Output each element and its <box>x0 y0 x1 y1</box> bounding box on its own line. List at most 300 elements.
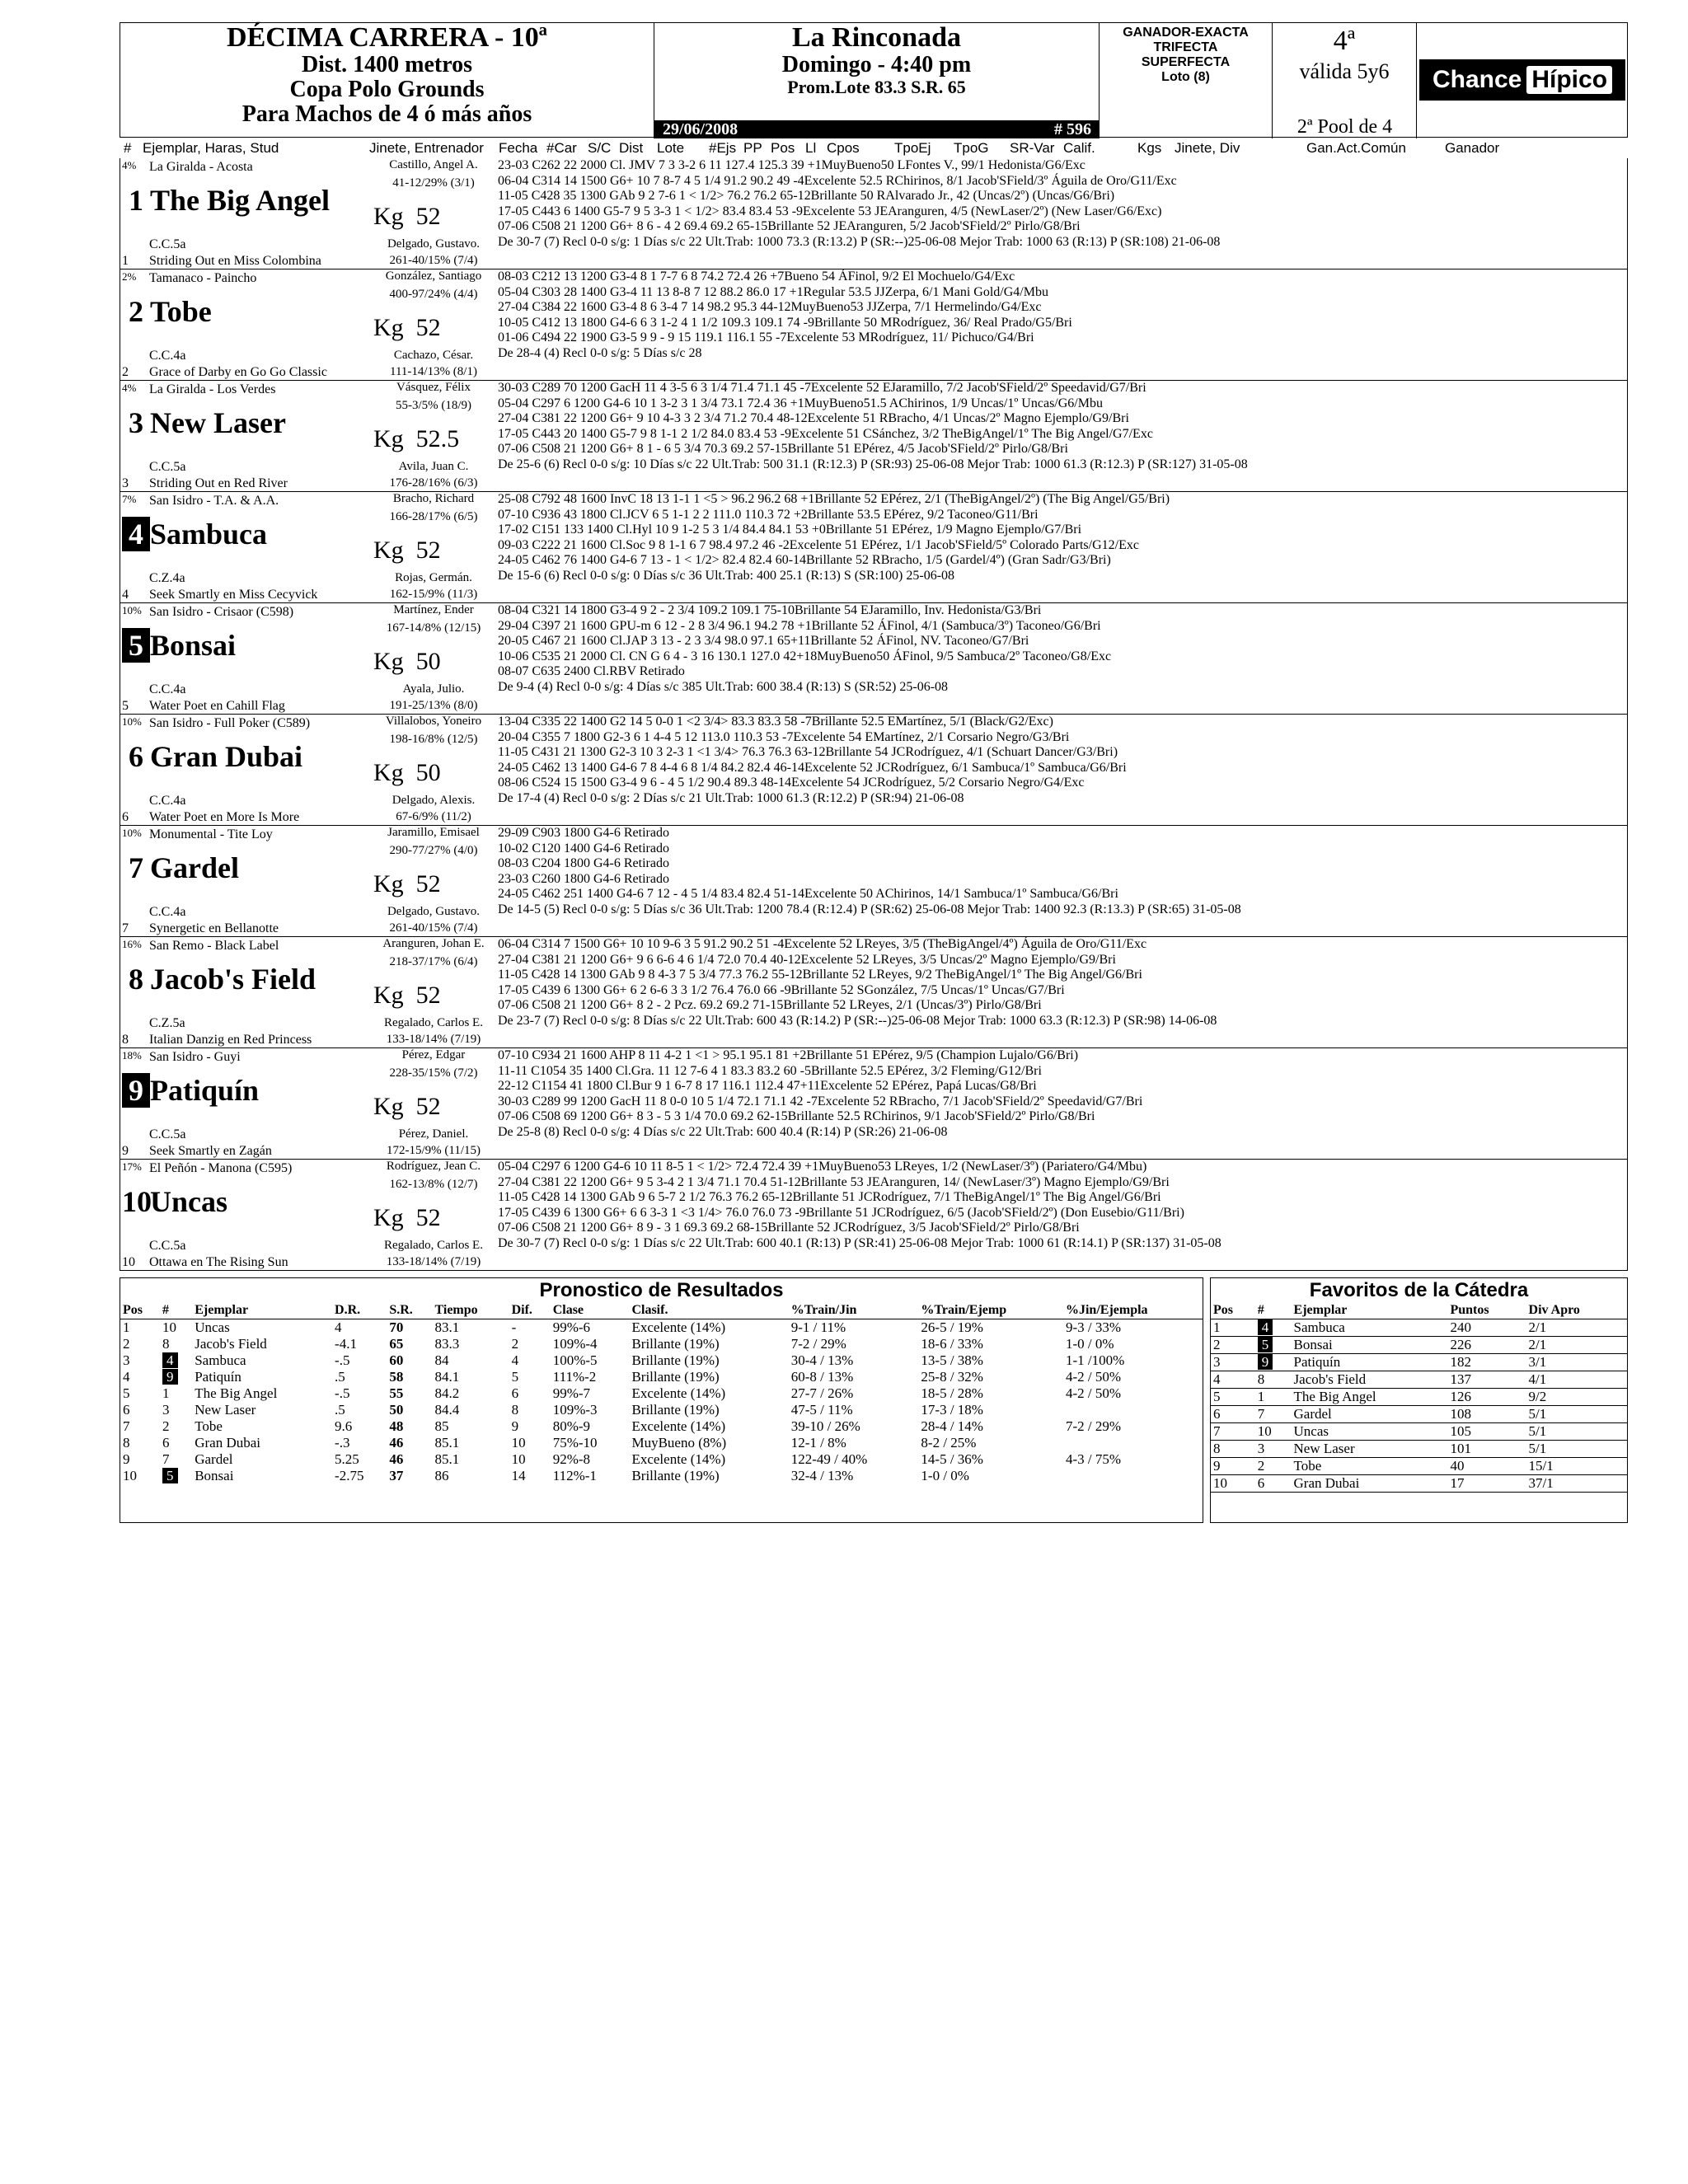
horse-name-row <box>122 851 239 885</box>
jockey-name: Aranguren, Johan E. <box>382 937 485 950</box>
favorites-cell <box>1255 1353 1292 1371</box>
forecast-cell: 4 <box>335 1319 342 1335</box>
horse-entry <box>120 269 1628 381</box>
validity <box>1273 23 1417 138</box>
forecast-cell: Excelente (14%) <box>631 1418 726 1434</box>
forecast-cell: 6 <box>123 1401 130 1418</box>
past-race-row: 10-02 C120 1400 G4-6 Retirado <box>498 841 669 855</box>
past-race-row: 05-04 C297 6 1200 G4-6 10 1 3-2 3 1 3/4 73.1 72.4 36 +1MuyBueno51.5 AChirinos, 1/9 Uncas/1º Uncas/G6/Mbu <box>498 396 1103 410</box>
horse-name: Sambuca <box>150 518 268 551</box>
forecast-cell: 3 <box>162 1401 170 1418</box>
valid-number: 4ª <box>1333 26 1356 56</box>
forecast-cell: 60-8 / 13% <box>790 1368 854 1385</box>
jockey-stats: 41-12/29% (3/1) <box>392 176 475 190</box>
program-number: 9 <box>122 1073 150 1108</box>
favorites-cell: Sambuca <box>1293 1319 1345 1335</box>
forecast-section <box>120 1277 1203 1523</box>
favorites-row <box>1211 1319 1627 1336</box>
weight: Kg 52 <box>373 203 441 230</box>
forecast-title: Pronostico de Resultados <box>539 1279 784 1301</box>
column-header: S/C <box>588 140 612 156</box>
stud-name: Monumental - Tite Loy <box>149 827 273 841</box>
forecast-cell: 122-49 / 40% <box>790 1451 868 1467</box>
valid-text: válida 5y6 <box>1299 59 1390 83</box>
column-header: # <box>124 140 132 156</box>
jockey-stats: 167-14/8% (12/15) <box>386 621 481 635</box>
forecast-cell: 84.1 <box>434 1368 460 1385</box>
past-race-row: 17-05 C439 6 1300 G6+ 6 6 3-3 1 <3 1/4> 76.0 76.0 73 -9Brillante 51 JCRodríguez, 6/5 (Jacob'SField/2º) (Don Eusebio/G11/Bri) <box>498 1205 1184 1220</box>
forecast-cell: 7 <box>123 1418 130 1434</box>
weight-value: 52 <box>415 537 441 564</box>
forecast-cell: 1-0 / 0% <box>1065 1335 1114 1352</box>
past-race-row: 08-06 C524 15 1500 G3-4 9 6 - 4 5 1/2 90.4 89.3 48-14Excelente 54 JCRodríguez, 5/2 Corsario Negro/G4/Exc <box>498 776 1085 790</box>
stud-name: Tamanaco - Paincho <box>149 271 257 285</box>
favorites-cell: 5/1 <box>1528 1422 1547 1439</box>
favorites-cell: 37/1 <box>1528 1474 1554 1491</box>
forecast-cell: 46 <box>389 1434 404 1451</box>
column-header: Ganador <box>1445 140 1500 156</box>
post-position: 1 <box>122 254 129 268</box>
past-race-row: 24-05 C462 13 1400 G4-6 7 8 4-4 6 8 1/4 84.2 82.4 46-14Excelente 52 JCRodríguez, 6/1 Sambuca/1º Sambuca/G6/Bri <box>498 760 1127 775</box>
favorites-cell <box>1255 1336 1292 1353</box>
forecast-column-header: %Jin/Ejempla <box>1063 1303 1203 1319</box>
column-header: SR-Var <box>1010 140 1055 156</box>
pedigree: Water Poet en Cahill Flag <box>149 699 285 713</box>
favorites-cell: Gran Dubai <box>1293 1474 1360 1491</box>
favorites-cell: 4 <box>1213 1371 1221 1387</box>
weight: Kg 52 <box>373 982 441 1009</box>
weight: Kg 52 <box>373 314 441 341</box>
forecast-cell: Tobe <box>195 1418 223 1434</box>
weight: Kg 50 <box>373 759 441 786</box>
forecast-cell: 7-2 / 29% <box>1065 1418 1122 1434</box>
forecast-cell: MuyBueno (8%) <box>631 1434 727 1451</box>
win-percent: 10% <box>122 604 142 616</box>
forecast-cell: 50 <box>389 1401 404 1418</box>
past-race-row: 05-04 C297 6 1200 G4-6 10 11 8-5 1 < 1/2> 72.4 72.4 39 +1MuyBueno53 LReyes, 1/2 (NewLaser/3º) (Pariatero/G4/Mbu) <box>498 1160 1147 1174</box>
forecast-cell: 30-4 / 13% <box>790 1352 854 1368</box>
favorites-cell: 2 <box>1213 1336 1221 1352</box>
win-percent: 2% <box>122 270 137 283</box>
trainer-stats: 67-6/9% (11/2) <box>396 810 471 823</box>
forecast-cell: 4 <box>123 1368 130 1385</box>
forecast-cell: 111%-2 <box>552 1368 597 1385</box>
weight-value: 52 <box>415 870 441 898</box>
forecast-cell: 10 <box>511 1451 526 1467</box>
horse-name: Bonsai <box>150 629 237 662</box>
column-header: Dist <box>619 140 644 156</box>
forecast-column-header: Clase <box>551 1303 630 1319</box>
horse-name: Jacob's Field <box>150 963 316 996</box>
track-name: La Rinconada <box>792 22 961 53</box>
past-race-row: 05-04 C303 28 1400 G3-4 11 13 8-8 7 12 88.2 86.0 17 +1Regular 53.5 JJZerpa, 6/1 Mani Gold/G4/Mbu <box>498 284 1048 299</box>
favorites-cell: New Laser <box>1293 1440 1355 1456</box>
past-race-row: 23-03 C260 1800 G4-6 Retirado <box>498 871 669 886</box>
trainer-name: Delgado, Gustavo. <box>387 237 481 251</box>
horse-name: The Big Angel <box>150 184 331 217</box>
past-race-row: 06-04 C314 7 1500 G6+ 10 10 9-6 3 5 91.2 90.2 51 -4Excelente 52 LReyes, 3/5 (TheBigAngel/4º) Águila de Oro/G11/Exc <box>498 937 1147 951</box>
favorites-cell: The Big Angel <box>1293 1388 1376 1404</box>
forecast-cell: 7-2 / 29% <box>790 1335 846 1352</box>
past-race-row: De 25-6 (6) Recl 0-0 s/g: 10 Días s/c 22 Ult.Trab: 500 31.1 (R:12.3) P (SR:93) 25-06-08 Mejor Trab: 1000 61.3 (R:12.3) P (SR:127) 31-05-08 <box>498 457 1248 471</box>
past-race-row: 07-06 C508 21 1200 G6+ 8 9 - 3 1 69.3 69.2 68-15Brillante 52 JCRodríguez, 3/5 Jacob'SField/2º Pirlo/G8/Bri <box>498 1221 1080 1235</box>
forecast-cell: 25-8 / 32% <box>921 1368 983 1385</box>
horse-breed: C.C.4a <box>149 349 186 363</box>
column-header: Ll <box>805 140 817 156</box>
forecast-cell: 2 <box>162 1418 170 1434</box>
forecast-cell: 32-4 / 13% <box>790 1467 854 1483</box>
pedigree: Italian Danzig en Red Princess <box>149 1033 312 1047</box>
past-race-row: 30-03 C289 99 1200 GacH 11 8 0-0 10 5 1/4 72.1 71.1 42 -7Excelente 52 RBracho, 7/1 Jacob'SField/2º Speedavid/G7/Bri <box>498 1094 1143 1108</box>
chance-hipico-logo <box>1419 59 1625 101</box>
weight-value: 50 <box>415 759 441 786</box>
past-race-row: 08-04 C321 14 1800 G3-4 9 2 - 2 3/4 109.2 109.1 75-10Brillante 54 EJaramillo, Inv. Hedonista/G3/Bri <box>498 603 1042 617</box>
column-header: Pos <box>771 140 795 156</box>
trainer-stats: 261-40/15% (7/4) <box>389 921 478 935</box>
race-distance: Dist. 1400 metros <box>301 52 473 77</box>
race-date: 29/06/2008 <box>663 120 738 138</box>
favorites-cell: 7 <box>1257 1405 1265 1422</box>
program-number-badge: 5 <box>1258 1337 1273 1352</box>
forecast-column-header: Pos <box>120 1303 160 1319</box>
favorites-cell: 2/1 <box>1528 1336 1547 1352</box>
logo-text-left: Chance <box>1432 66 1522 93</box>
horse-name: Patiquín <box>150 1074 260 1107</box>
past-race-row: 07-10 C934 21 1600 AHP 8 11 4-2 1 <1 > 95.1 95.1 81 +2Brillante 51 EPérez, 9/5 (Champion Lujalo/G6/Bri) <box>498 1048 1079 1062</box>
forecast-cell: 9-1 / 11% <box>790 1319 846 1335</box>
bet-type: GANADOR-EXACTA <box>1123 26 1249 40</box>
jockey-name: Villalobos, Yoneiro <box>385 715 482 728</box>
forecast-cell: 18-5 / 28% <box>921 1385 983 1401</box>
post-position: 10 <box>122 1255 135 1269</box>
forecast-table <box>120 1303 1203 1484</box>
horse-breed: C.C.4a <box>149 682 186 696</box>
pedigree: Synergetic en Bellanotte <box>149 921 279 935</box>
trainer-stats: 162-15/9% (11/3) <box>389 588 478 601</box>
horse-name-row <box>122 294 212 329</box>
column-headers <box>120 140 1628 157</box>
horse-breed: C.Z.4a <box>149 571 185 585</box>
favorites-cell: 10 <box>1213 1474 1227 1491</box>
trainer-stats: 133-18/14% (7/19) <box>386 1255 481 1268</box>
past-performances <box>498 603 1627 695</box>
post-position: 9 <box>122 1144 129 1158</box>
past-race-row: 07-06 C508 21 1200 G6+ 8 2 - 2 Pcz. 69.2 69.2 71-15Brillante 52 LReyes, 2/1 (Uncas/3º) Pirlo/G8/Bri <box>498 998 1042 1012</box>
jockey-stats: 400-97/24% (4/4) <box>389 288 478 301</box>
horse-name: Gran Dubai <box>150 740 303 773</box>
horse-name: Gardel <box>150 851 239 884</box>
favorites-cell: 105 <box>1450 1422 1471 1439</box>
past-race-row: 10-06 C535 21 2000 Cl. CN G 6 4 - 3 16 130.1 127.0 42+18MuyBueno50 ÁFinol, 9/5 Sambuca/2º Taconeo/G8/Exc <box>498 649 1112 663</box>
win-percent: 17% <box>122 1160 142 1173</box>
horse-breed: C.Z.5a <box>149 1016 185 1030</box>
stud-name: La Giralda - Los Verdes <box>149 382 276 396</box>
favorites-column-header: Puntos <box>1447 1303 1526 1319</box>
forecast-cell: 70 <box>389 1319 404 1335</box>
forecast-cell: 39-10 / 26% <box>790 1418 860 1434</box>
past-race-row: 07-10 C936 43 1800 Cl.JCV 6 5 1-1 2 2 111.0 110.3 72 +2Brillante 53.5 EPérez, 9/2 Taconeo/G11/Bri <box>498 507 1039 522</box>
program-number: 10 <box>122 1185 152 1218</box>
post-position: 6 <box>122 810 129 824</box>
column-header: Cpos <box>827 140 860 156</box>
favorites-cell: Gardel <box>1293 1405 1332 1422</box>
forecast-cell <box>160 1468 192 1484</box>
forecast-cell: 84.2 <box>434 1385 460 1401</box>
horse-entry <box>120 937 1628 1048</box>
past-race-row: 23-03 C262 22 2000 Cl. JMV 7 3 3-2 6 11 127.4 125.3 39 +1MuyBueno50 LFontes V., 99/1 Hedonista/G6/Exc <box>498 158 1085 172</box>
forecast-cell: 99%-6 <box>552 1319 591 1335</box>
forecast-cell: The Big Angel <box>195 1385 278 1401</box>
forecast-cell: 8 <box>511 1401 519 1418</box>
program-number: 1 <box>129 184 143 217</box>
past-performances <box>498 715 1627 806</box>
past-race-row: De 23-7 (7) Recl 0-0 s/g: 8 Días s/c 22 Ult.Trab: 600 43 (R:14.2) P (SR:--)25-06-08 Mejor Trab: 1000 63.3 (R:12.3) P (SR:98) 14-06-08 <box>498 1013 1217 1028</box>
trainer-name: Regalado, Carlos E. <box>384 1239 483 1252</box>
win-percent: 10% <box>122 827 142 839</box>
trainer-name: Delgado, Gustavo. <box>387 905 481 918</box>
post-position: 8 <box>122 1033 129 1047</box>
forecast-cell: 80%-9 <box>552 1418 591 1434</box>
horse-breed: C.C.5a <box>149 237 186 251</box>
favorites-cell: 182 <box>1450 1353 1471 1370</box>
bet-type: SUPERFECTA <box>1141 55 1231 69</box>
horse-breed: C.C.5a <box>149 1239 186 1253</box>
program-number: 6 <box>129 740 143 773</box>
program-number-badge: 4 <box>162 1352 178 1368</box>
favorites-cell: 15/1 <box>1528 1457 1554 1474</box>
past-race-row: 29-04 C397 21 1600 GPU-m 6 12 - 2 8 3/4 96.1 94.2 78 +1Brillante 52 ÁFinol, 4/1 (Sambuca/3º) Taconeo/G6/Bri <box>498 618 1101 633</box>
forecast-cell: 1 <box>123 1319 130 1335</box>
past-race-row: 08-03 C212 13 1200 G3-4 8 1 7-7 6 8 74.2 72.4 26 +7Bueno 54 ÁFinol, 9/2 El Mochuelo/G4/Exc <box>498 269 1015 284</box>
favorites-cell: 6 <box>1213 1405 1221 1422</box>
forecast-cell: 65 <box>389 1335 404 1352</box>
forecast-cell: 86 <box>434 1467 449 1483</box>
forecast-column-header: Ejemplar <box>192 1303 332 1319</box>
horse-breed: C.C.4a <box>149 794 186 808</box>
weight-value: 52.5 <box>415 425 460 452</box>
forecast-cell: 27-7 / 26% <box>790 1385 854 1401</box>
jockey-name: Vásquez, Félix <box>396 381 471 394</box>
program-number: 8 <box>129 963 143 996</box>
trainer-name: Regalado, Carlos E. <box>384 1016 483 1029</box>
forecast-cell: 60 <box>389 1352 404 1368</box>
trainer-name: Ayala, Julio. <box>402 682 465 696</box>
past-race-row: De 17-4 (4) Recl 0-0 s/g: 2 Días s/c 21 Ult.Trab: 1000 61.3 (R:12.2) P (SR:94) 21-06-08 <box>498 790 964 805</box>
forecast-cell: Gardel <box>195 1451 233 1467</box>
past-race-row: 08-03 C204 1800 G4-6 Retirado <box>498 856 669 870</box>
forecast-cell: 83.1 <box>434 1319 460 1335</box>
forecast-cell: 5 <box>511 1368 519 1385</box>
forecast-cell: -.5 <box>335 1385 350 1401</box>
program-number: 5 <box>122 628 150 663</box>
forecast-cell: 9 <box>123 1451 130 1467</box>
favorites-cell: 3 <box>1257 1440 1265 1456</box>
favorites-cell: 126 <box>1450 1388 1471 1404</box>
horse-entry <box>120 492 1628 603</box>
column-header: Lote <box>657 140 685 156</box>
forecast-cell: 7 <box>162 1451 170 1467</box>
forecast-cell: -.3 <box>335 1434 350 1451</box>
forecast-cell: Patiquín <box>195 1368 241 1385</box>
forecast-cell: 12-1 / 8% <box>790 1434 846 1451</box>
horse-name-row <box>122 739 302 774</box>
jockey-name: Pérez, Edgar <box>401 1048 466 1062</box>
win-percent: 18% <box>122 1049 142 1062</box>
forecast-cell: 8 <box>123 1434 130 1451</box>
program-number-badge: 9 <box>1258 1354 1273 1370</box>
post-position: 2 <box>122 365 129 379</box>
past-race-row: 25-08 C792 48 1600 InvC 18 13 1-1 1 <5 > 96.2 96.2 68 +1Brillante 52 EPérez, 2/1 (TheBigAngel/2º) (The Big Angel/G5/Bri) <box>498 492 1170 506</box>
past-race-row: 08-07 C635 2400 Cl.RBV Retirado <box>498 664 685 678</box>
jockey-stats: 162-13/8% (12/7) <box>389 1178 478 1191</box>
favorites-row <box>1211 1422 1627 1440</box>
forecast-column-header: %Train/Jin <box>789 1303 919 1319</box>
past-race-row: 11-05 C431 21 1300 G2-3 10 3 2-3 1 <1 3/4> 76.3 76.3 63-12Brillante 54 JCRodríguez, 4/1 (Schuart Dancer/G3/Bri) <box>498 745 1118 759</box>
column-header: Ejemplar, Haras, Stud <box>143 140 279 156</box>
weight-value: 50 <box>415 648 441 675</box>
forecast-row <box>120 1352 1203 1369</box>
column-header: #Ejs <box>709 140 737 156</box>
forecast-cell: 109%-4 <box>552 1335 598 1352</box>
horse-breed: C.C.5a <box>149 1127 186 1141</box>
past-race-row: 01-06 C494 22 1900 G3-5 9 9 - 9 15 119.1 116.1 55 -7Excelente 53 MRodríguez, 11/ Pichuco/G4/Bri <box>498 330 1034 344</box>
forecast-cell: 85.1 <box>434 1451 460 1467</box>
horse-name: Tobe <box>150 295 212 328</box>
trainer-stats: 133-18/14% (7/19) <box>386 1033 481 1046</box>
jockey-stats: 55-3/5% (18/9) <box>395 399 472 412</box>
forecast-column-header: %Train/Ejemp <box>918 1303 1063 1319</box>
jockey-stats: 198-16/8% (12/5) <box>389 733 478 746</box>
weight-value: 52 <box>415 1093 441 1120</box>
past-race-row: De 28-4 (4) Recl 0-0 s/g: 5 Días s/c 28 <box>498 345 702 360</box>
win-percent: 10% <box>122 715 142 728</box>
favorites-cell: 101 <box>1450 1440 1471 1456</box>
past-race-row: 24-05 C462 251 1400 G4-6 7 12 - 4 5 1/4 83.4 82.4 51-14Excelente 50 AChirinos, 14/1 Sambuca/1º Sambuca/G6/Bri <box>498 887 1118 901</box>
past-performances <box>498 269 1627 361</box>
program-number-badge: 4 <box>1258 1319 1273 1335</box>
forecast-cell: 14-5 / 36% <box>921 1451 983 1467</box>
forecast-cell: Uncas <box>195 1319 230 1335</box>
forecast-row <box>120 1319 1203 1336</box>
column-header: TpoG <box>954 140 989 156</box>
forecast-cell: -.5 <box>335 1352 350 1368</box>
past-race-row: 27-04 C384 22 1600 G3-4 8 6 3-4 7 14 98.2 95.3 44-12MuyBueno53 JJZerpa, 7/1 Hermelindo/G4/Exc <box>498 300 1042 314</box>
forecast-row <box>120 1435 1203 1451</box>
forecast-cell: 14 <box>511 1467 526 1483</box>
past-performances <box>498 1160 1627 1251</box>
favorites-section <box>1210 1277 1628 1523</box>
column-header: Fecha <box>499 140 538 156</box>
trainer-name: Avila, Juan C. <box>398 460 469 473</box>
forecast-cell <box>1063 1468 1203 1484</box>
forecast-cell <box>1063 1402 1203 1418</box>
race-cup: Copa Polo Grounds <box>289 77 485 102</box>
forecast-cell: 6 <box>511 1385 519 1401</box>
trainer-stats: 111-14/13% (8/1) <box>390 365 477 378</box>
column-header: PP <box>743 140 762 156</box>
favorites-row <box>1211 1457 1627 1474</box>
bet-type: TRIFECTA <box>1153 40 1218 54</box>
pedigree: Striding Out en Red River <box>149 476 288 490</box>
program-number: 7 <box>129 851 143 884</box>
favorites-row <box>1211 1440 1627 1457</box>
favorites-cell: 9 <box>1213 1457 1221 1474</box>
favorites-cell: 8 <box>1257 1371 1265 1387</box>
jockey-name: Rodríguez, Jean C. <box>386 1160 481 1173</box>
jockey-name: Jaramillo, Emisael <box>387 826 480 839</box>
horse-name-row <box>122 405 286 440</box>
weight: Kg 52 <box>373 1093 441 1120</box>
column-header: Jinete, Div <box>1175 140 1240 156</box>
past-race-row: 13-04 C335 22 1400 G2 14 5 0-0 1 <2 3/4> 83.3 83.3 58 -7Brillante 52.5 EMartínez, 5/1 (Black/G2/Exc) <box>498 715 1053 729</box>
forecast-column-header: S.R. <box>387 1303 432 1319</box>
forecast-cell: Excelente (14%) <box>631 1451 726 1467</box>
forecast-cell: 99%-7 <box>552 1385 591 1401</box>
favorites-cell: 108 <box>1450 1405 1471 1422</box>
favorites-cell: Jacob's Field <box>1293 1371 1367 1387</box>
pedigree: Striding Out en Miss Colombina <box>149 254 321 268</box>
forecast-cell: 4-2 / 50% <box>1065 1385 1122 1401</box>
forecast-cell: 85.1 <box>434 1434 460 1451</box>
favorites-cell: Patiquín <box>1293 1353 1341 1370</box>
forecast-cell: 10 <box>123 1467 137 1483</box>
stud-name: San Remo - Black Label <box>149 939 279 953</box>
past-race-row: 09-03 C222 21 1600 Cl.Soc 9 8 1-1 6 7 98.4 97.2 46 -2Excelente 51 EPérez, 1/1 Jacob'SField/5º Colorado Parts/G12/Exc <box>498 537 1139 552</box>
forecast-cell: 84.4 <box>434 1401 460 1418</box>
favorites-column-header: Ejemplar <box>1292 1303 1448 1319</box>
favorites-row <box>1211 1353 1627 1371</box>
program-number: 4 <box>122 517 150 551</box>
post-position: 3 <box>122 476 129 490</box>
forecast-cell: 84 <box>434 1352 449 1368</box>
jockey-name: Martínez, Ender <box>393 603 474 616</box>
past-race-row: De 30-7 (7) Recl 0-0 s/g: 1 Días s/c 22 Ult.Trab: 600 40.1 (R:13) P (SR:41) 25-06-08 Mejor Trab: 1000 61 (R:14.1) P (SR:137) 31-05-08 <box>498 1235 1221 1250</box>
forecast-cell: 8 <box>162 1335 170 1352</box>
weight: Kg 52 <box>373 870 441 898</box>
track-info <box>654 23 1100 138</box>
favorites-row <box>1211 1474 1627 1492</box>
program-number: 2 <box>129 295 143 328</box>
forecast-cell: 5 <box>123 1385 130 1401</box>
horse-entry <box>120 715 1628 826</box>
trainer-stats: 261-40/15% (7/4) <box>389 254 478 267</box>
forecast-cell: 48 <box>389 1418 404 1434</box>
favorites-cell: 17 <box>1450 1474 1465 1491</box>
pedigree: Seek Smartly en Zagán <box>149 1144 272 1158</box>
pedigree: Grace of Darby en Go Go Classic <box>149 365 327 379</box>
favorites-title: Favoritos de la Cátedra <box>1309 1279 1529 1301</box>
favorites-row <box>1211 1371 1627 1388</box>
forecast-cell: 17-3 / 18% <box>921 1401 983 1418</box>
past-performances <box>498 381 1627 472</box>
forecast-column-header: # <box>160 1303 192 1319</box>
favorites-cell: 10 <box>1257 1422 1272 1439</box>
weight: Kg 52.5 <box>373 425 460 452</box>
forecast-cell: Sambuca <box>195 1352 246 1368</box>
horse-entry <box>120 603 1628 715</box>
favorites-column-header: Pos <box>1211 1303 1255 1319</box>
jockey-stats: 228-35/15% (7/2) <box>389 1066 478 1080</box>
horse-entry <box>120 381 1628 492</box>
horse-name-row <box>122 183 330 218</box>
forecast-cell: 83.3 <box>434 1335 460 1352</box>
forecast-row <box>120 1468 1203 1484</box>
jockey-stats: 290-77/27% (4/0) <box>389 844 478 857</box>
favorites-cell: 40 <box>1450 1457 1465 1474</box>
stud-name: San Isidro - Guyi <box>149 1050 241 1064</box>
race-day-time: Domingo - 4:40 pm <box>781 52 972 77</box>
horse-name-row <box>122 962 316 996</box>
